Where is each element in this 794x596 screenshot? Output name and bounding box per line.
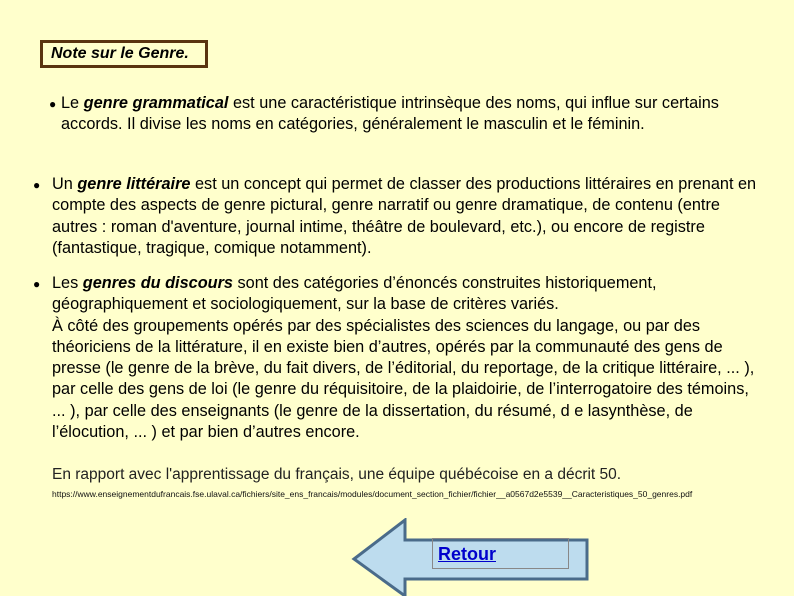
item-text: À côté des groupements opérés par des spécialistes des sciences du langage, ou par des théoriciens de la littérature, il en existe bien d’autres, opérés par la communauté des gens de presse (le genre de la brève, du fait divers, de l’éditorial, du reportage, de la critique littéraire, ... ), par celle des gens de loi (le genre du réquisitoire, de la plaidoirie, de l’interrogatoire des témoins, ... ), par celle des enseignants (le genre de la dissertation, du résumé, d e lasynthèse, de l’élocution, ... ) et par bien d’autres encore. <box>52 316 755 442</box>
item-term: genre grammatical <box>83 94 229 112</box>
item-text: sont des catégories d’énoncés construites historiquement, géographiquement et sociologiquement, sur la base de critères variés. <box>52 274 657 314</box>
page-title: Note sur le Genre. <box>40 40 208 68</box>
item-text: est une caractéristique intrinsèque des noms, qui influe sur certains accords. Il divise les noms en catégories, généralement le masculin et le féminin. <box>61 94 719 134</box>
back-button[interactable]: Retour <box>432 538 569 569</box>
item-text: Un <box>52 175 78 193</box>
source-note: En rapport avec l'apprentissage du français, une équipe québécoise en a décrit 50. <box>52 466 622 483</box>
item-term: genre littéraire <box>77 175 191 193</box>
item-text: Les <box>52 274 83 292</box>
list-item <box>49 93 731 136</box>
bullet-icon: ● <box>33 277 41 291</box>
list-item <box>33 174 764 259</box>
list-item <box>33 273 764 443</box>
item-text: est un concept qui permet de classer des productions littéraires en prenant en compte des aspects de genre pictural, genre narratif ou genre dramatique, de contenu (entre autres : roman d'aventure, journal intime, théâtre de boulevard, etc.), ou encore de registre (fantastique, tragique, comique notamment). <box>52 175 757 257</box>
bullet-icon: ● <box>49 97 57 111</box>
source-url: https://www.enseignementdufrancais.fse.ulaval.ca/fichiers/site_ens_francais/modules/document_section_fichier/fichier__a0567d2e5539__Caracteristiques_50_genres.pdf <box>52 489 693 499</box>
bullet-icon: ● <box>33 178 41 192</box>
item-term: genres du discours <box>82 274 233 292</box>
item-text: Le <box>61 94 84 112</box>
